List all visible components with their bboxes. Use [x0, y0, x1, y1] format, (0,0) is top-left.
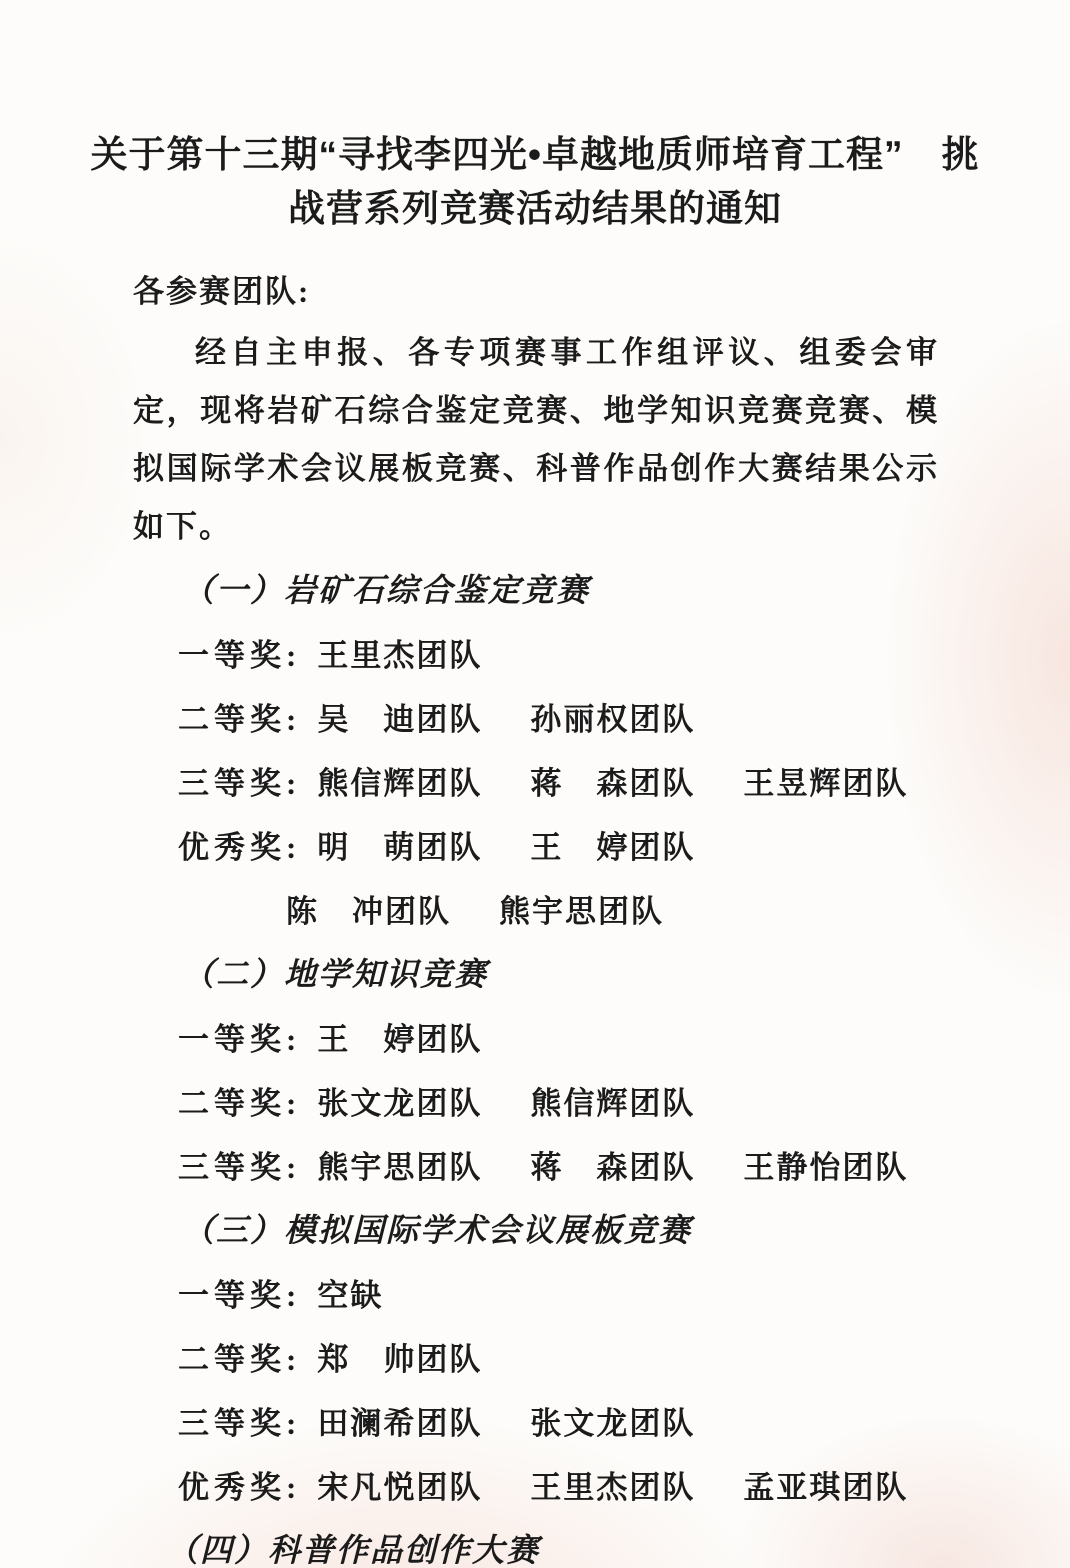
team-name: 熊宇思团队 [317, 1149, 483, 1185]
team-name: 空缺 [317, 1277, 384, 1313]
team-name: 王 婷团队 [530, 829, 696, 865]
title-line-2: 战营系列竞赛活动结果的通知 [288, 188, 782, 229]
team-name: 田澜希团队 [317, 1405, 483, 1441]
award-label: 优秀奖: [178, 1469, 302, 1505]
section-2-heading: （二）地学知识竞赛 [182, 956, 489, 992]
award-label: 三等奖: [178, 765, 302, 801]
award-label: 三等奖: [178, 1149, 302, 1185]
team-name: 王昱辉团队 [743, 765, 909, 801]
award-row-s1-excellence-cont [178, 876, 1070, 940]
title-line-1: 关于第十三期“寻找李四光•卓越地质师培育工程” 挑 [90, 134, 980, 175]
team-name: 熊宇思团队 [499, 893, 664, 929]
award-row-s1-second [178, 684, 1070, 748]
team-name: 蒋 森团队 [530, 765, 696, 801]
award-label: 二等奖: [178, 1341, 302, 1377]
team-name: 蒋 森团队 [530, 1149, 696, 1185]
award-label: 优秀奖: [178, 829, 302, 865]
award-row-s3-excellence [178, 1452, 1070, 1516]
intro-paragraph: 经自主申报、各专项赛事工作组评议、组委会审定，现将岩矿石综合鉴定竞赛、地学知识竞赛竞赛、模拟国际学术会议展板竞赛、科普作品创作大赛结果公示如下。 [133, 335, 939, 544]
award-row-s2-second [178, 1068, 1070, 1132]
team-name: 王里杰团队 [530, 1469, 696, 1505]
award-row-s1-first [178, 620, 1070, 684]
team-name: 王 婷团队 [317, 1021, 483, 1057]
award-label: 三等奖: [178, 1405, 302, 1441]
team-name: 孟亚琪团队 [743, 1469, 909, 1505]
award-label: 一等奖: [178, 1021, 302, 1057]
award-label: 二等奖: [178, 701, 302, 737]
award-row-s3-first [178, 1260, 1070, 1324]
award-label: 一等奖: [178, 1277, 302, 1313]
award-row-s2-third [178, 1132, 1070, 1196]
team-name: 张文龙团队 [317, 1085, 483, 1121]
results-list [166, 556, 1070, 1568]
award-label: 一等奖: [178, 637, 302, 673]
document-title [0, 0, 1070, 236]
award-row-s3-third [178, 1388, 1070, 1452]
award-label: 二等奖: [178, 1085, 302, 1121]
section-3-heading: （三）模拟国际学术会议展板竞赛 [182, 1212, 693, 1248]
team-name: 宋凡悦团队 [317, 1469, 483, 1505]
team-name: 郑 帅团队 [317, 1341, 483, 1377]
salutation: 各参赛团队: [133, 274, 311, 309]
team-name: 张文龙团队 [530, 1405, 696, 1441]
team-name: 孙丽权团队 [530, 701, 696, 737]
team-name: 熊信辉团队 [317, 765, 483, 801]
team-name: 王静怡团队 [743, 1149, 909, 1185]
team-name: 明 萌团队 [317, 829, 483, 865]
award-row-s3-second [178, 1324, 1070, 1388]
team-name: 王里杰团队 [317, 637, 483, 673]
award-row-s2-first [178, 1004, 1070, 1068]
team-name: 熊信辉团队 [530, 1085, 696, 1121]
section-4-heading: （四）科普作品创作大赛 [166, 1532, 541, 1568]
award-row-s1-third [178, 748, 1070, 812]
award-row-s1-excellence [178, 812, 1070, 876]
section-1-heading: （一）岩矿石综合鉴定竞赛 [182, 572, 591, 608]
team-name: 陈 冲团队 [286, 893, 451, 929]
team-name: 吴 迪团队 [317, 701, 483, 737]
